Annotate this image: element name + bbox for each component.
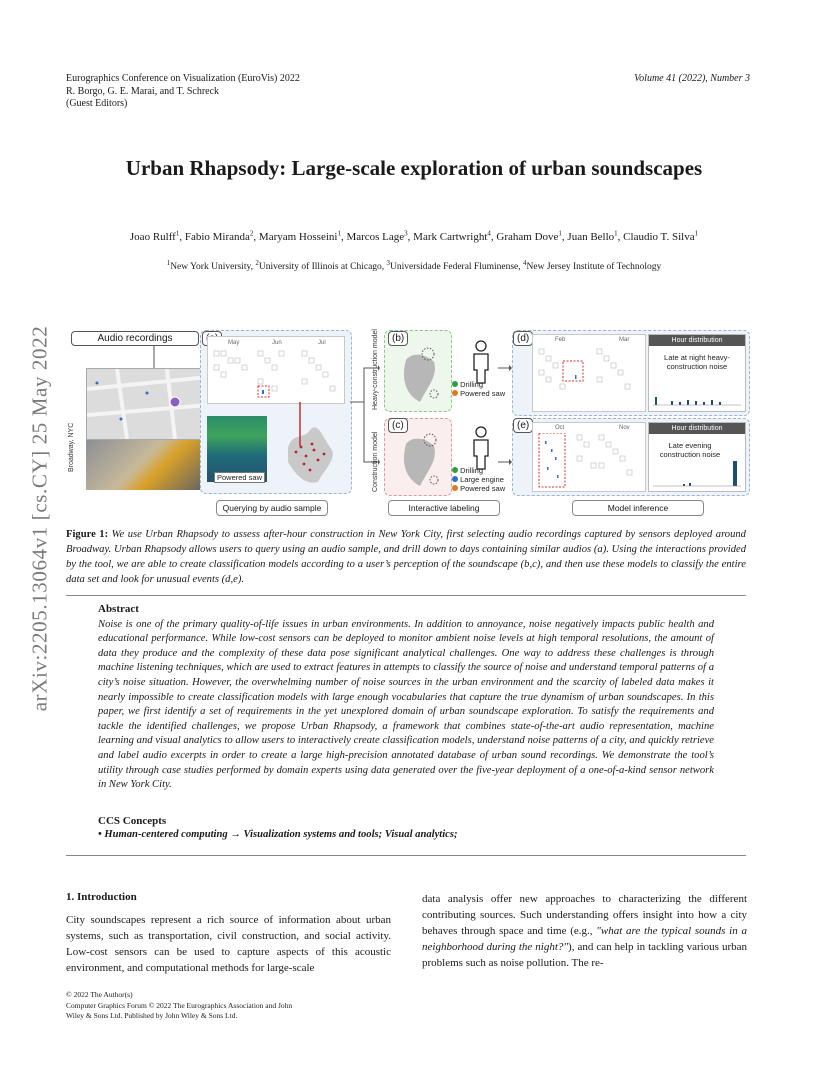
caption-text: We use Urban Rhapsody to assess after-hour construction in New York City, first selecting audio recordings captured by sensors deployed around Broadway. Urban Rhapsody allows users to query using an audio sample, and drill down to days containing similar audios (a). Using the interactions provided by the tool, we are able to create classification models according to a user’s perception of the soundscape (b,c), and then use these models to classify the entire data set and look for unusual events (d,e). (66, 529, 746, 585)
arxiv-stamp: arXiv:2205.13064v1 [cs.CY] 25 May 2022 (27, 325, 52, 712)
author: Joao Rulff$^1$ (129, 229, 180, 243)
author: Graham Dove$^1$ (496, 229, 562, 243)
interactive-labeling-button[interactable]: Interactive labeling (388, 500, 500, 516)
running-header (66, 73, 300, 111)
panel-c-label: (c) (388, 418, 408, 433)
construction-photo (86, 440, 208, 490)
teaser-figure (66, 322, 750, 518)
calendar-grid (212, 349, 340, 401)
author-list: Joao Rulff$^1$, Fabio Miranda$^2$, Maryam Hosseini$^1$, Marcos Lage$^3$, Mark Cartwright$^4$, Graham Dove$^1$, Juan Bello$^1$, Claudio T. Silva$^1$ (129, 229, 699, 243)
street-map (86, 368, 210, 440)
annotation-late-evening: Late evening construction noise (659, 441, 721, 459)
hour-distribution-title: Hour distribution (649, 423, 745, 434)
paper-title: Urban Rhapsody: Large-scale exploration of urban soundscapes (125, 156, 703, 180)
construction-model-label: Construction model (372, 431, 379, 492)
calendar-d: Feb Mar (532, 334, 646, 412)
abstract-text: Noise is one of the primary quality-of-life issues in urban environments. In addition to annoyance, noise negatively impacts public health and educational performance. While low-cost sensors can be deployed to monitor ambient noise levels at high temporal resolutions, the amount of data they produce and the complexity of these data pose significant analytical challenges. One way to address these challenges is through machine listening techniques, which are used to extract features in attempts to classify the source of noise and understand temporal patterns of a city’s noise situation. However, the overwhelming number of noise sources in the urban environment and the scarcity of labeled data makes it nearly impossible to create classification models with large enough vocabularies that capture the true dynamism of urban soundscapes. In this paper, we first identify a set of requirements in the yet unexplored domain of urban soundscape exploration. To satisfy the requirements and tackle the identified challenges, we propose Urban Rhapsody, a framework that combines state-of-the-art audio representation, machine learning and visual analytics to allow users to interactively create classification models, understand noise patterns of a city, and quickly retrieve and label audio excerpts in order to create a large high-precision annotated database of urban sound recordings. We demonstrate the tool’s utility through case studies performed by domain experts using data generated over the five-year deployment of a one-of-a-kind sensor network in New York City. (98, 618, 714, 791)
user-icon (468, 340, 494, 384)
location-label: Broadway, NYC (68, 422, 75, 472)
conference-name: Eurographics Conference on Visualization (EuroVis) 2022 (66, 73, 300, 84)
guest-editors-label: (Guest Editors) (66, 98, 128, 109)
legend-b: Drilling Powered saw (452, 380, 505, 398)
intro-heading: 1. Introduction (66, 891, 137, 903)
flow-arrows (498, 362, 512, 472)
calendar-grid (537, 433, 641, 489)
map-streets (87, 369, 209, 439)
figure-caption (66, 527, 746, 587)
author: Marcos Lage$^3$ (346, 229, 408, 243)
hour-chart-d (648, 334, 746, 412)
panel-e-label: (e) (513, 418, 533, 433)
panel-b-label: (b) (388, 331, 408, 346)
calendar-grid (537, 347, 641, 407)
heavy-model-label: Heavy-construction model (372, 329, 379, 410)
author: Juan Bello$^1$ (567, 229, 618, 243)
hour-bars (653, 459, 741, 489)
intro-right-column (422, 891, 747, 971)
divider (66, 855, 746, 856)
annotation-late-night: Late at night heavy-construction noise (664, 353, 730, 371)
map-c (394, 430, 444, 490)
guest-editors: R. Borgo, G. E. Marai, and T. Schreck (66, 85, 220, 97)
map-b (394, 346, 444, 406)
calendar-a: May Jun Jul (207, 336, 345, 404)
ccs-heading: CCS Concepts (98, 815, 167, 827)
calendar-e: Oct Nov (532, 422, 646, 492)
divider (66, 595, 746, 596)
abstract-heading: Abstract (98, 603, 139, 615)
panel-d-label: (d) (513, 331, 533, 346)
query-by-sample-button[interactable]: Querying by audio sample (216, 500, 328, 516)
ccs-text: • Human-centered computing → Visualization systems and tools; Visual analytics; (98, 829, 458, 840)
embedding-plot (274, 400, 348, 492)
intro-left-column (66, 889, 391, 976)
legend-c: Drilling Large engine Powered saw (452, 466, 505, 493)
author: Mark Cartwright$^4$ (413, 229, 491, 243)
model-inference-button[interactable]: Model inference (572, 500, 704, 516)
user-icon (468, 426, 494, 470)
query-sample-tag: Powered saw (214, 472, 265, 483)
copyright-footer: © 2022 The Author(s) Computer Graphics Forum © 2022 The Eurographics Association and John Wiley & Sons Ltd. Published by John Wiley & Sons Ltd. (66, 990, 293, 1020)
hour-bars (653, 389, 741, 407)
intro-paragraph: City soundscapes represent a rich source of information about urban systems, such as transportation, civil construction, and social activity. Low-cost sensors can be used to capture aspects of this acoustic environment, and computational methods for large-scale (66, 914, 391, 974)
audio-recordings-label: Audio recordings (71, 331, 199, 346)
ccs-concepts (98, 814, 714, 842)
author: Maryam Hosseini$^1$ (258, 229, 341, 243)
hour-distribution-title: Hour distribution (649, 335, 745, 346)
author: Claudio T. Silva$^1$ (623, 229, 699, 243)
abstract (98, 602, 714, 793)
caption-label: Figure 1: (66, 529, 109, 540)
affiliations: $^1$New York University, $^2$University of Illinois at Chicago, $^3$Universidade Federal Fluminense, $^4$New Jersey Institute of Technology (166, 258, 662, 272)
author: Fabio Miranda$^2$ (184, 229, 254, 243)
volume-info: Volume 41 (2022), Number 3 (634, 73, 750, 84)
hour-chart-e (648, 422, 746, 492)
intro-paragraph-continued: data analysis offer new approaches to characterizing the different contributing sources. Such understanding offers insight into how a city behaves through space and time (e.g., "what are the typical sounds in a neighborhood during the night?"), and can help in tackling various urban problems such as noise pollution. The re- (422, 893, 747, 969)
